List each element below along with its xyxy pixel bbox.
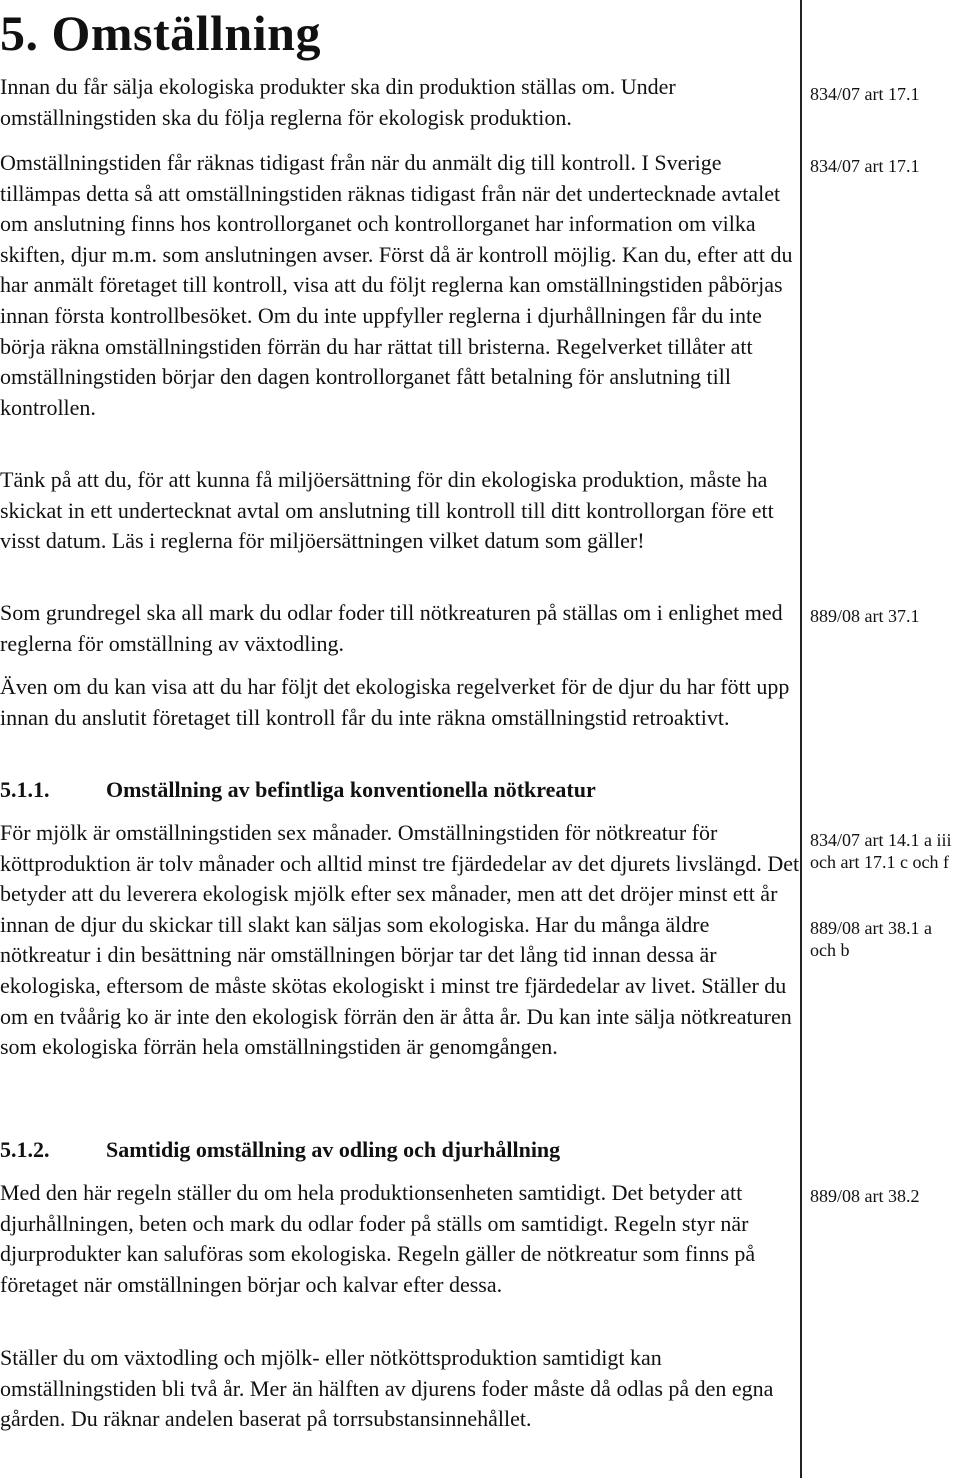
section-number: 5.1.2.	[0, 1137, 50, 1162]
paragraph-retroaktivt: Även om du kan visa att du har följt det ekologiska regelverket för de djur du har fött upp innan du anslutit företaget till kontroll får du inte räkna omställningstid retroaktivt.	[0, 674, 790, 730]
section-number: 5.1.1.	[0, 777, 50, 802]
paragraph-samtidig: Med den här regeln ställer du om hela produktionsenheten samtidigt. Det betyder att djurhållningen, beten och mark du odlar foder på ställs om samtidigt. Regeln styr när djurprodukter kan saluföras som ekologiska. Regeln gäller de nötkreatur som finns på företaget när omställningen börjar och kalvar efter dessa.	[0, 1180, 756, 1297]
paragraph-notkreatur: För mjölk är omställningstiden sex månader. Omställningstiden för nötkreatur för köttproduktion är tolv månader och alltid minst tre fjärdedelar av det djurets livslängd. Det betyder att du leverera ekologisk mjölk efter sex månader, men att det dröjer minst ett år innan de djur du skickar till slakt kan säljas som ekologiska. Har du många äldre nötkreatur i din besättning när omställningen börjar tar det lång tid innan dessa är ekologiska, eftersom de måste skötas ekologiskt i minst tre fjärdedelar av livet. Ställer du om en tvåårig ko är inte den ekologisk förrän den är åtta år. Du kan inte sälja nötkreaturen som ekologiska förrän hela omställningstiden är genomgången.	[0, 820, 800, 1060]
paragraph-grundregel: Som grundregel ska all mark du odlar foder till nötkreaturen på ställas om i enlighet med reglerna för omställning av växtodling.	[0, 600, 783, 656]
margin-reference: 889/08 art 37.1	[810, 606, 920, 626]
margin-reference: 834/07 art 17.1	[810, 156, 920, 176]
paragraph-intro: Innan du får sälja ekologiska produkter ska din produktion ställas om. Under omställningstiden ska du följa reglerna för ekologisk produktion.	[0, 74, 676, 130]
margin-reference: 834/07 art 17.1	[810, 84, 920, 104]
section-title: Samtidig omställning av odling och djurhållning	[106, 1137, 561, 1162]
section-title: Omställning av befintliga konventionella nötkreatur	[106, 777, 596, 802]
paragraph-tva-ar: Ställer du om växtodling och mjölk- eller nötköttsproduktion samtidigt kan omställningstiden bli två år. Mer än hälften av djurens foder måste då odlas på den egna gården. Du räknar andelen baserat på torrsubstansinnehållet.	[0, 1345, 774, 1432]
margin-reference: 834/07 art 14.1 a iii och art 17.1 c och f	[810, 830, 952, 872]
page-title: 5. Omställning	[0, 5, 321, 61]
column-divider	[800, 0, 802, 1478]
section-heading-5-1-1	[0, 776, 800, 804]
paragraph-miljoersattning: Tänk på att du, för att kunna få miljöersättning för din ekologiska produktion, måste ha skickat in ett undertecknat avtal om anslutning till kontroll till ditt kontrollorgan före ett visst datum. Läs i reglerna för miljöersättningen vilket datum som gäller!	[0, 467, 774, 554]
margin-reference: 889/08 art 38.1 a och b	[810, 918, 932, 960]
paragraph-omstallningstid: Omställningstiden får räknas tidigast från när du anmält dig till kontroll. I Sverige tillämpas detta så att omställningstiden räknas tidigast från när det undertecknade avtalet om anslutning finns hos kontrollorganet och kontrollorganet har information om vilka skiften, djur m.m. som anslutningen avser. Först då är kontroll möjlig. Kan du, efter att du har anmält företaget till kontroll, visa att du följt reglerna kan omställningstiden påbörjas innan första kontrollbesöket. Om du inte uppfyller reglerna i djurhållningen får du inte börja räkna omställningstiden förrän du har rättat till bristerna. Regelverket tillåter att omställningstiden börjar den dagen kontrollorganet fått betalning för anslutning till kontrollen.	[0, 150, 793, 420]
margin-reference: 889/08 art 38.2	[810, 1186, 920, 1206]
section-heading-5-1-2	[0, 1136, 800, 1164]
